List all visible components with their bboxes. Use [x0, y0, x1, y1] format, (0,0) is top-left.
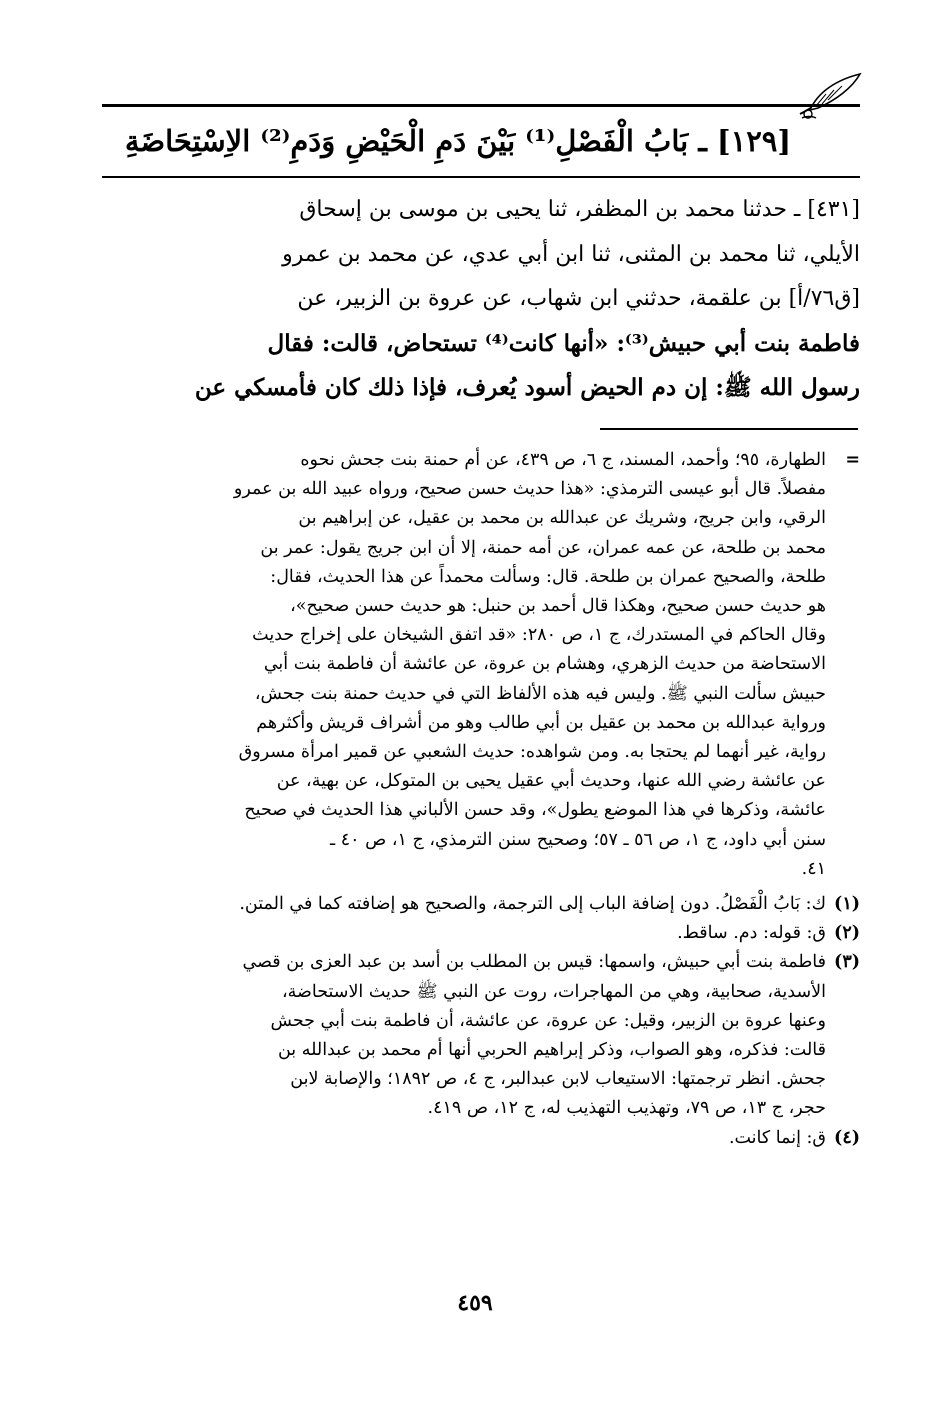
footnote-line: مفصلاً. قال أبو عيسى الترمذي: «هذا حديث حسن صحيح، ورواه عبيد الله بن عمرو — [233, 479, 826, 500]
footnote-line: وقال الحاكم في المستدرك، ج ١، ص ٢٨٠: «قد اتفق الشيخان على إخراج حديث — [252, 625, 826, 646]
footnote-marker: (٣) — [834, 952, 860, 973]
footnote-separator — [600, 428, 858, 430]
page-number: ٤٥٩ — [457, 1290, 493, 1316]
footnote-line: قالت: فذكره، وهو الصواب، وذكر إبراهيم الحربي أنها أم محمد بن عبدالله بن — [277, 1040, 826, 1061]
footnote-line: الرقي، وابن جريج، وشريك عن عبدالله بن محمد بن عقيل، عن إبراهيم بن — [298, 508, 826, 529]
footnote-text: ك: بَابُ الْفَصْلُ. دون إضافة الباب إلى الترجمة، والصحيح هو إضافته كما في المتن. — [239, 894, 826, 915]
footnote-line: الأسدية، صحابية، وهي من المهاجرات، روت عن النبي ﷺ حديث الاستحاضة، — [281, 981, 826, 1002]
footnote-line: حبيش سألت النبي ﷺ. وليس فيه هذه الألفاظ التي في حديث حمنة بنت جحش، — [254, 683, 826, 704]
footnote-text: ق: قوله: دم. ساقط. — [677, 923, 826, 944]
footnote-line: سنن أبي داود، ج ١، ص ٥٦ ـ ٥٧؛ وصحيح سنن الترمذي، ج ١، ص ٤٠ ـ — [330, 829, 826, 850]
hadith-line: الأيلي، ثنا محمد بن المثنى، ثنا ابن أبي عدي، عن محمد بن عمرو — [282, 241, 860, 267]
footnote-marker: (٤) — [834, 1127, 860, 1148]
footnote-1 — [104, 890, 860, 919]
footnote-marker: (٢) — [834, 923, 860, 944]
footnote-continuation — [104, 446, 860, 884]
footnote-line: رواية، غير أنهما لم يحتجا به. ومن شواهده: حديث الشعبي عن قمير امرأة مسروق — [238, 742, 826, 763]
footnote-marker: (١) — [834, 894, 860, 915]
footnote-2 — [104, 919, 860, 948]
footnote-line: الطهارة، ٩٥؛ وأحمد، المسند، ج ٦، ص ٤٣٩، عن أم حمنة بنت جحش نحوه — [300, 450, 826, 470]
footnote-line: ٤١. — [801, 858, 826, 879]
hadith-line: [٤٣١] ـ حدثنا محمد بن المظفر، ثنا يحيى بن موسى بن إسحاق — [299, 197, 860, 222]
footnote-line: الاستحاضة من حديث الزهري، وهشام بن عروة، عن عائشة أن فاطمة بنت أبي — [263, 654, 826, 675]
footnote-text — [104, 948, 826, 1123]
hadith-matn-line: فاطمة بنت أبي حبيش⁽³⁾: «أنها كانت⁽⁴⁾ تستحاض، قالت: فقال — [267, 329, 860, 357]
chapter-title: [١٢٩] ـ بَابُ الْفَصْلِ⁽¹⁾ بَيْنَ دَمِ الْحَيْضِ وَدَمِ⁽²⁾ الاِسْتِحَاضَةِ — [124, 124, 792, 158]
hadith-line: [ق٧٦/أ] بن علقمة، حدثني ابن شهاب، عن عروة بن الزبير، عن — [297, 286, 860, 311]
footnotes — [104, 446, 860, 1153]
hadith-matn-line: رسول الله ﷺ: إن دم الحيض أسود يُعرف، فإذا ذلك كان فأمسكي عن — [194, 374, 860, 401]
footnote-text: ق: إنما كانت. — [728, 1127, 826, 1148]
footnote-line: عائشة، وذكرها في هذا الموضع يطول»، وقد حسن الألباني هذا الحديث في صحيح — [244, 800, 826, 821]
footnote-line: هو حديث حسن صحيح، وهكذا قال أحمد بن حنبل: هو حديث حسن صحيح»، — [290, 596, 826, 617]
hadith-text — [104, 188, 860, 411]
footnote-line: فاطمة بنت أبي حبيش، واسمها: قيس بن المطلب بن أسد بن عبد العزى بن قصي — [242, 952, 826, 973]
footnote-line: محمد بن طلحة، عن عمه عمران، عن أمه حمنة، إلا أن ابن جريج يقول: عمر بن — [260, 537, 826, 558]
footnote-line: وعنها عروة بن الزبير، وقيل: عن عروة، عن عائشة، أن فاطمة بنت أبي جحش — [270, 1010, 826, 1031]
continuation-mark: = — [845, 450, 860, 470]
footnote-3 — [104, 948, 860, 1123]
footnote-body — [104, 446, 826, 884]
header-top-rule — [102, 104, 860, 107]
footnote-line: حجر، ج ١٣، ص ٧٩، وتهذيب التهذيب له، ج ١٢، ص ٤١٩. — [427, 1098, 826, 1119]
footnote-line: عن عائشة رضي الله عنها، وحديث أبي عقيل يحيى بن المتوكل، عن بهية، عن — [276, 771, 826, 792]
footnote-line: ورواية عبدالله بن محمد بن عقيل بن أبي طالب وهو من أشراف قريش وأكثرهم — [256, 712, 826, 733]
footnote-line: جحش. انظر ترجمتها: الاستيعاب لابن عبدالبر، ج ٤، ص ١٨٩٢؛ والإصابة لابن — [290, 1069, 826, 1090]
header-bottom-rule — [102, 176, 860, 178]
footnote-line: طلحة، والصحيح عمران بن طلحة. قال: وسألت محمداً عن هذا الحديث، فقال: — [270, 566, 826, 587]
footnote-4 — [104, 1124, 860, 1153]
